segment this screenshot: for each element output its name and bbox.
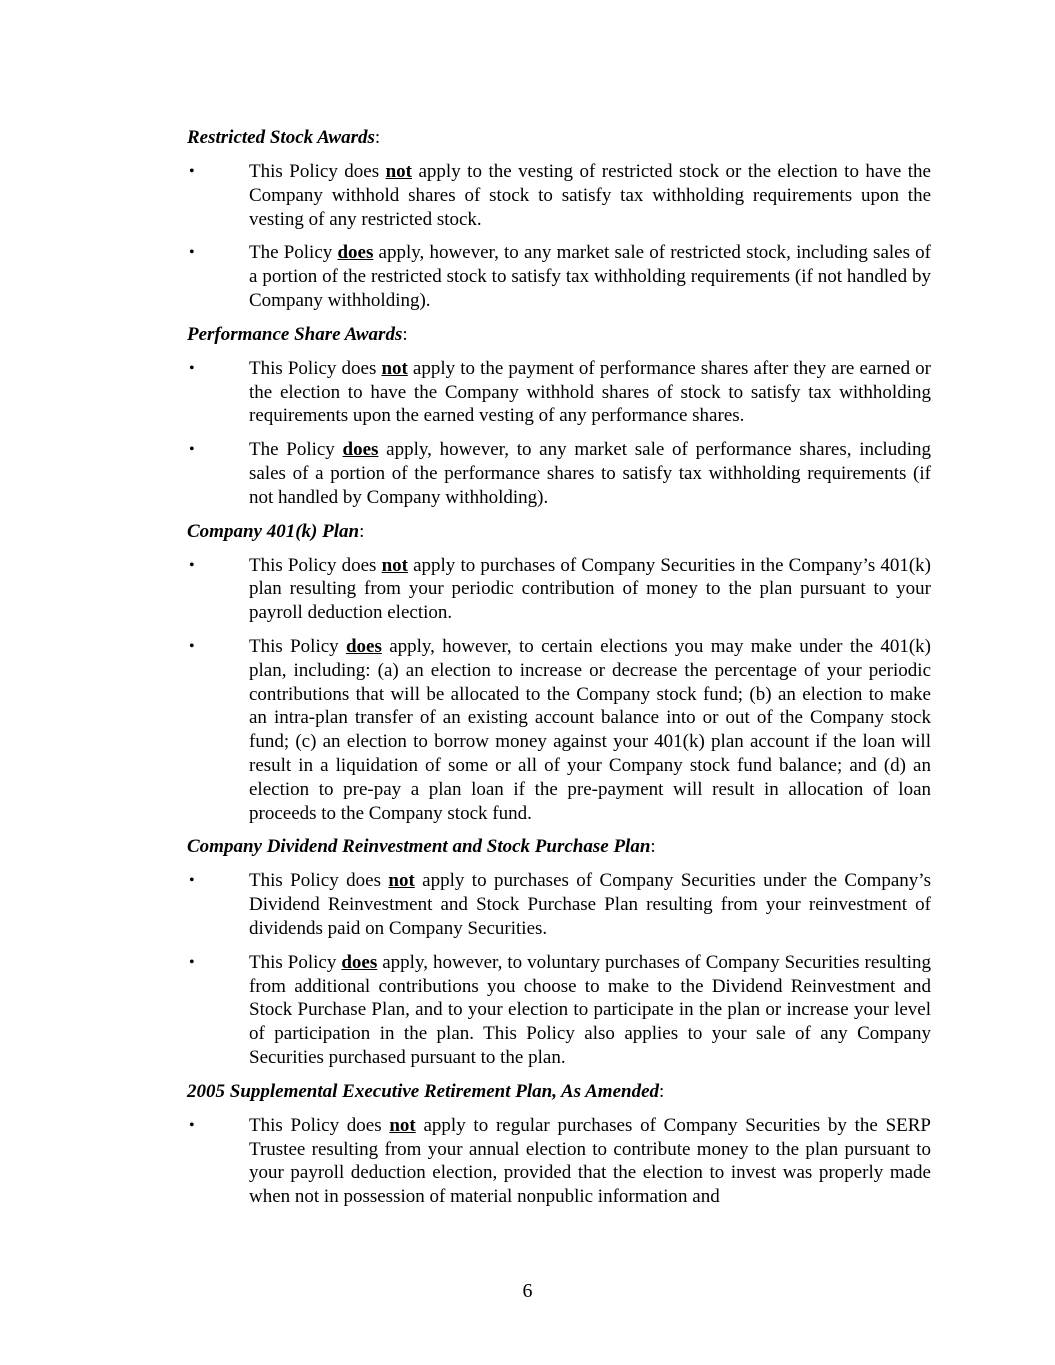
bullet-text: apply to the vesting of restricted stock or the election to have the Company withhold shares of stock to satisfy tax withholding requirements upon the vesting of any restricted stock. bbox=[249, 161, 931, 230]
bullet-item bbox=[187, 438, 931, 509]
bullet-text: This Policy does bbox=[249, 161, 386, 182]
section-title: Company 401(k) Plan bbox=[187, 520, 360, 542]
bullet-item bbox=[187, 554, 931, 625]
section-title: Restricted Stock Awards bbox=[187, 127, 375, 148]
bullet-item bbox=[187, 241, 931, 312]
bullet-item bbox=[187, 635, 931, 825]
emphasis-keyword: not bbox=[385, 161, 413, 182]
bullet-icon: • bbox=[189, 359, 195, 377]
emphasis-keyword: not bbox=[381, 357, 408, 379]
bullet-item bbox=[187, 869, 931, 940]
page-number: 6 bbox=[522, 1280, 533, 1302]
bullet-text: apply to regular purchases of Company Securities by the SERP Trustee resulting from your annual election to contribute money to the plan pursuant to your payroll deduction election, provided that the election to invest was properly made when not in possession of material nonpublic information and bbox=[249, 1114, 932, 1208]
emphasis-keyword: does bbox=[345, 635, 382, 657]
bullet-text: This Policy does bbox=[249, 554, 382, 576]
document-body bbox=[187, 126, 931, 1219]
emphasis-keyword: not bbox=[388, 870, 415, 892]
bullet-text: This Policy bbox=[249, 951, 342, 973]
bullet-icon: • bbox=[189, 1116, 195, 1134]
bullet-icon: • bbox=[189, 244, 195, 262]
section-heading-dividend-reinvestment: Company Dividend Reinvestment and Stock Purchase Plan: bbox=[187, 836, 656, 858]
bullet-icon: • bbox=[189, 637, 195, 655]
bullet-icon: • bbox=[189, 163, 195, 180]
bullet-text: apply to purchases of Company Securities in the Company’s 401(k) plan resulting from your periodic contribution of money to the plan pursuant to your payroll deduction election. bbox=[249, 554, 931, 624]
section-heading-serp: 2005 Supplemental Executive Retirement Plan, As Amended: bbox=[187, 1080, 665, 1102]
section-heading-restricted-stock: Restricted Stock Awards: bbox=[187, 127, 381, 148]
bullet-text: This Policy bbox=[249, 635, 346, 657]
section-heading-performance-share: Performance Share Awards: bbox=[187, 323, 408, 345]
section-title: Performance Share Awards bbox=[187, 323, 403, 345]
bullet-item bbox=[187, 1114, 931, 1209]
bullet-icon: • bbox=[189, 556, 195, 574]
section-title: 2005 Supplemental Executive Retirement Plan, As Amended bbox=[187, 1080, 660, 1102]
bullet-text: This Policy does bbox=[249, 357, 382, 379]
bullet-text: This Policy does bbox=[249, 1114, 390, 1136]
bullet-text: apply, however, to any market sale of performance shares, including sales of a portion of the performance shares to satisfy tax withholding requirements (if not handled by Company withholding). bbox=[249, 439, 931, 508]
bullet-text: apply, however, to voluntary purchases of Company Securities resulting from additional contributions you choose to make to the Dividend Reinvestment and Stock Purchase Plan, and to your election to participate in the plan or increase your level of participation in the plan. This Policy also applies to your sale of any Company Securities purchased pursuant to the plan. bbox=[249, 951, 931, 1068]
emphasis-keyword: not bbox=[381, 554, 408, 576]
bullet-text: apply to the payment of performance shares after they are earned or the election to have the Company withhold shares of stock to satisfy tax withholding requirements upon the earned vesting of any performance shares. bbox=[249, 357, 931, 427]
emphasis-keyword: not bbox=[389, 1114, 416, 1136]
bullet-icon: • bbox=[189, 953, 195, 971]
emphasis-keyword: does bbox=[341, 951, 378, 973]
bullet-item bbox=[187, 357, 931, 428]
section-title: Company Dividend Reinvestment and Stock Purchase Plan bbox=[187, 836, 651, 858]
section-heading-401k-plan: Company 401(k) Plan: bbox=[187, 520, 365, 542]
bullet-icon: • bbox=[189, 872, 195, 890]
bullet-text: apply, however, to any market sale of restricted stock, including sales of a portion of the restricted stock to satisfy tax withholding requirements (if not handled by Company withholding). bbox=[249, 242, 931, 311]
bullet-item bbox=[187, 160, 931, 231]
bullet-text: The Policy bbox=[249, 242, 338, 264]
bullet-text: The Policy bbox=[249, 439, 343, 461]
bullet-text: apply, however, to certain elections you may make under the 401(k) plan, including: (a) an election to increase or decrease the percentage of your periodic contributions that will be allocated to the Company stock fund; (b) an election to make an intra-plan transfer of an existing account balance into or out of the Company stock fund; (c) an election to borrow money against your 401(k) plan account if the loan will result in a liquidation of some or all of your Company stock fund balance; and (d) an election to pre-pay a plan loan if the pre-payment will result in allocation of loan proceeds to the Company stock fund. bbox=[249, 635, 932, 824]
bullet-text: apply to purchases of Company Securities under the Company’s Dividend Reinvestment and Stock Purchase Plan resulting from your reinvestment of dividends paid on Company Securities. bbox=[249, 870, 931, 939]
emphasis-keyword: does bbox=[342, 439, 379, 461]
bullet-text: This Policy does bbox=[249, 870, 389, 892]
emphasis-keyword: does bbox=[337, 242, 374, 264]
bullet-item bbox=[187, 951, 931, 1070]
bullet-icon: • bbox=[189, 441, 195, 459]
